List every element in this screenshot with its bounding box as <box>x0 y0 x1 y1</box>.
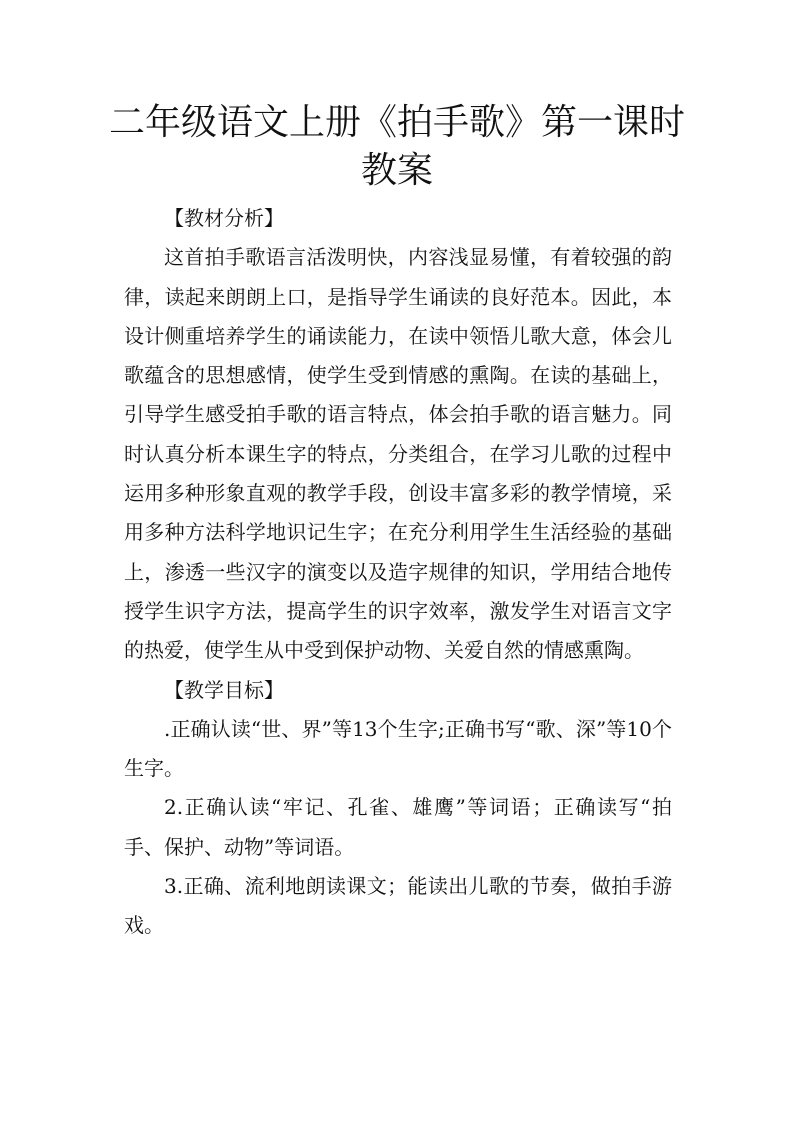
analysis-paragraph: 这首拍手歌语言活泼明快，内容浅显易懂，有着较强的韵律，读起来朗朗上口，是指导学生诵读的良好范本。因此，本设计侧重培养学生的诵读能力，在读中领悟儿歌大意，体会儿歌蕴含的思想感情，使学生受到情感的熏陶。在读的基础上，引导学生感受拍手歌的语言特点，体会拍手歌的语言魅力。同时认真分析本课生字的特点，分类组合，在学习儿歌的过程中运用多种形象直观的教学手段，创设丰富多彩的教学情境，采用多种方法科学地识记生字；在充分利用学生生活经验的基础上，渗透一些汉字的演变以及造字规律的知识，学用结合地传授学生识字方法，提高学生的识字效率，激发学生对语言文字的热爱，使学生从中受到保护动物、关爱自然的情感熏陶。 <box>124 245 672 663</box>
goal-item: 2.正确认读“牢记、孔雀、雄鹰”等词语；正确读写“拍手、保护、动物”等词语。 <box>124 795 672 859</box>
section-heading-goals: 【教学目标】 <box>164 677 284 702</box>
document-title: 二年级语文上册《拍手歌》第一课时教案 <box>108 102 685 191</box>
section-heading-analysis: 【教材分析】 <box>164 206 284 230</box>
goal-item: .正确认读“世、界”等13个生字;正确书写“歌、深”等10个生字。 <box>124 716 672 781</box>
goal-item: 3.正确、流利地朗读课文；能读出儿歌的节奏，做拍手游戏。 <box>124 874 672 938</box>
document-body <box>124 199 672 946</box>
